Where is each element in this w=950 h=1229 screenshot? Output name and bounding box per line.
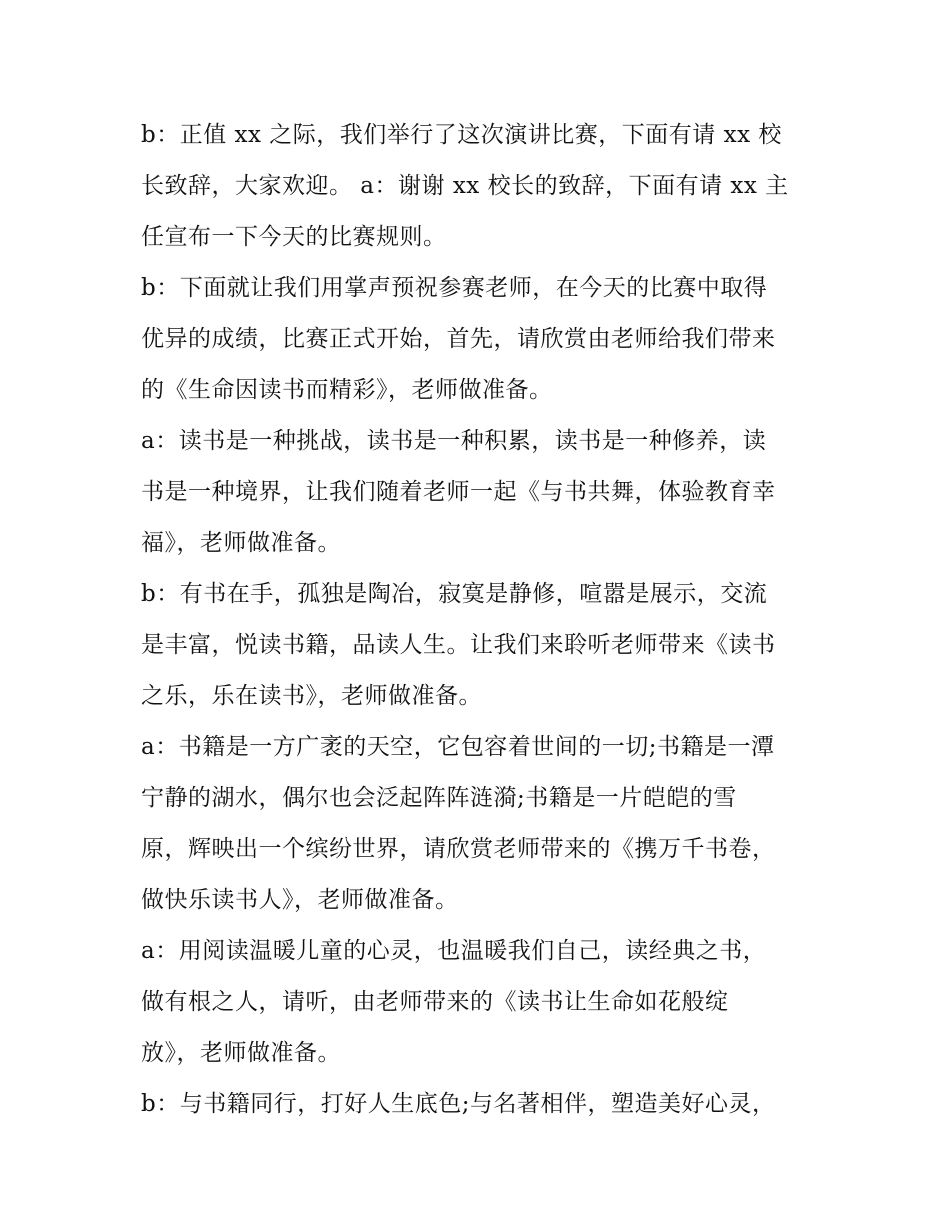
document-body [141,110,821,1130]
text-line-12: 之乐，乐在读书》，老师做准备。 [141,683,482,709]
text-line-1: b：正值 xx 之际，我们举行了这次演讲比赛，下面有请 xx 校 [141,122,782,148]
text-line-20: b：与书籍同行，打好人生底色;与名著相伴，塑造美好心灵， [141,1091,776,1117]
text-line-14: 宁静的湖水，偶尔也会泛起阵阵涟漪;书籍是一片皑皑的雪 [141,785,737,811]
text-line-16: 做快乐读书人》，老师做准备。 [141,887,459,913]
text-line-10: b：有书在手，孤独是陶冶，寂寞是静修，喧嚣是展示，交流 [141,581,768,607]
text-line-15: 原，辉映出一个缤纷世界，请欣赏老师带来的《携万千书卷， [141,836,776,862]
text-line-8: 书是一种境界，让我们随着老师一起《与书共舞，体验教育幸 [141,479,776,505]
text-line-13: a：书籍是一方广袤的天空，它包容着世间的一切;书籍是一潭 [141,734,775,760]
text-line-7: a：读书是一种挑战，读书是一种积累，读书是一种修养，读 [141,428,767,454]
text-line-6: 的《生命因读书而精彩》，老师做准备。 [141,377,553,403]
text-line-17: a：用阅读温暖儿童的心灵，也温暖我们自己，读经典之书， [141,938,767,964]
text-line-2: 长致辞，大家欢迎。 a：谢谢 xx 校长的致辞，下面有请 xx 主 [141,173,789,199]
text-line-4: b：下面就让我们用掌声预祝参赛老师，在今天的比赛中取得 [141,275,768,301]
text-line-19: 放》，老师做准备。 [141,1040,341,1066]
text-line-9: 福》，老师做准备。 [141,530,341,556]
text-line-5: 优异的成绩，比赛正式开始，首先，请欣赏由老师给我们带来 [141,326,776,352]
text-line-11: 是丰富，悦读书籍，品读人生。让我们来聆听老师带来《读书 [141,632,776,658]
text-line-18: 做有根之人，请听，由老师带来的《读书让生命如花般绽 [141,989,729,1015]
text-line-3: 任宣布一下今天的比赛规则。 [141,224,447,250]
